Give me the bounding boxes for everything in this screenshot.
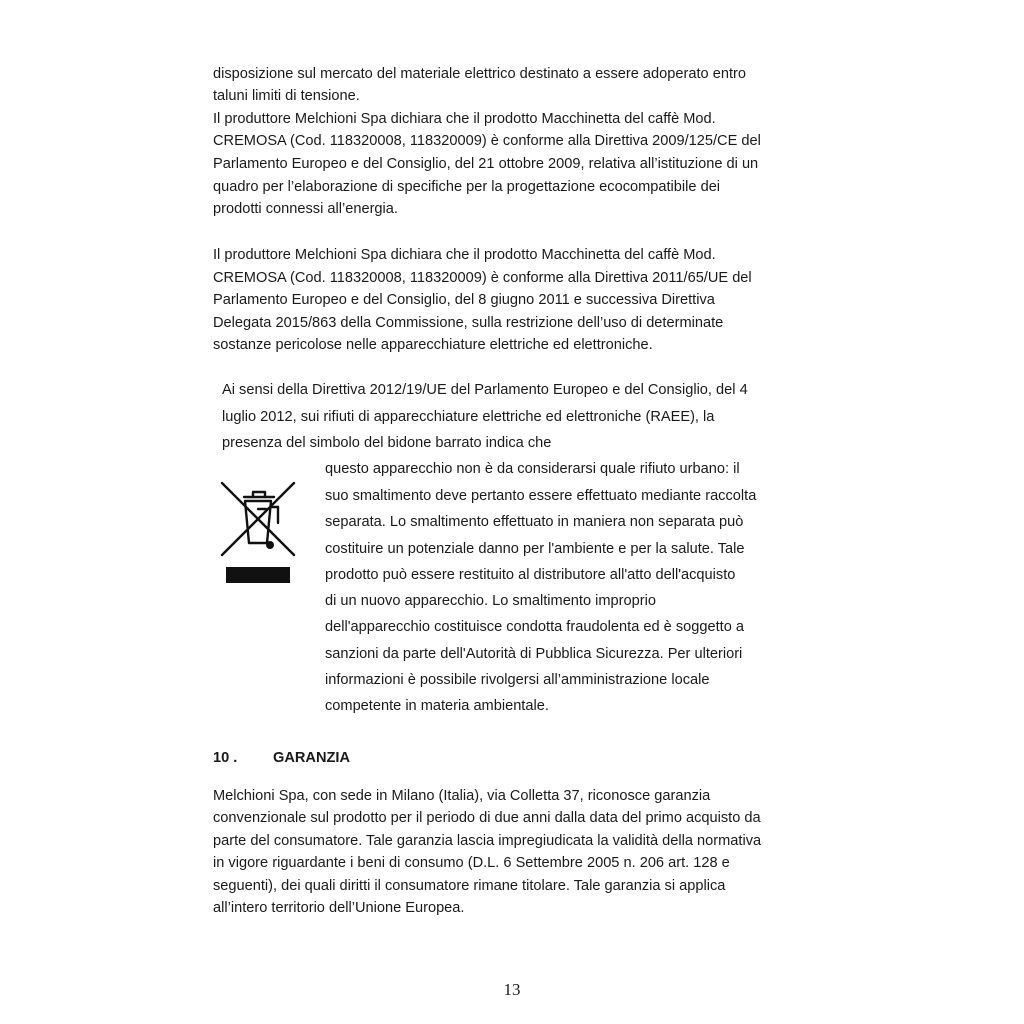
raee-intro-line: presenza del simbolo del bidone barrato indica che	[222, 435, 552, 451]
paragraph-1-line: disposizione sul mercato del materiale elettrico destinato a essere adoperato entro	[213, 66, 746, 82]
raee-detail-line: competente in materia ambientale.	[325, 698, 549, 714]
paragraph-2-line: Il produttore Melchioni Spa dichiara che il prodotto Macchinetta del caffè Mod.	[213, 247, 716, 263]
paragraph-1-line: taluni limiti di tensione.	[213, 88, 360, 104]
raee-intro-line: Ai sensi della Direttiva 2012/19/UE del Parlamento Europeo e del Consiglio, del 4	[222, 382, 748, 398]
raee-detail-line: separata. Lo smaltimento effettuato in maniera non separata può	[325, 514, 744, 530]
paragraph-2-line: Parlamento Europeo e del Consiglio, del 8 giugno 2011 e successiva Direttiva	[213, 292, 715, 308]
raee-detail-line: questo apparecchio non è da considerarsi quale rifiuto urbano: il	[325, 461, 740, 477]
page-number: 13	[503, 980, 521, 999]
raee-detail-line: prodotto può essere restituito al distributore all'atto dell'acquisto	[325, 567, 736, 583]
raee-detail-line: di un nuovo apparecchio. Lo smaltimento improprio	[325, 593, 656, 609]
raee-detail-line: dell'apparecchio costituisce condotta fraudolenta ed è soggetto a	[325, 619, 744, 635]
warranty-line: parte del consumatore. Tale garanzia lascia impregiudicata la validità della normativa	[213, 833, 762, 849]
warranty-line: convenzionale sul prodotto per il periodo di due anni dalla data del primo acquisto da	[213, 810, 761, 826]
paragraph-1-line: quadro per l’elaborazione di specifiche per la progettazione ecocompatibile dei	[213, 179, 721, 195]
warranty-line: seguenti), dei quali diritti il consumatore rimane titolare. Tale garanzia si applica	[213, 878, 726, 894]
paragraph-1-line: prodotti connessi all’energia.	[213, 201, 398, 217]
paragraph-2-line: sostanze pericolose nelle apparecchiature elettriche ed elettroniche.	[213, 337, 653, 353]
paragraph-1-line: Il produttore Melchioni Spa dichiara che il prodotto Macchinetta del caffè Mod.	[213, 111, 716, 127]
raee-detail-line: sanzioni da parte dell'Autorità di Pubblica Sicurezza. Per ulteriori	[325, 646, 743, 662]
crossed-out-wheeled-bin-icon	[220, 481, 296, 587]
section-number: 10 .	[213, 750, 238, 766]
paragraph-2-line: CREMOSA (Cod. 118320008, 118320009) è conforme alla Direttiva 2011/65/UE del	[213, 270, 752, 286]
raee-detail-line: suo smaltimento deve pertanto essere effettuato mediante raccolta	[325, 488, 757, 504]
paragraph-2-line: Delegata 2015/863 della Commissione, sulla restrizione dell’uso di determinate	[213, 315, 724, 331]
paragraph-1-line: CREMOSA (Cod. 118320008, 118320009) è conforme alla Direttiva 2009/125/CE del	[213, 133, 761, 149]
warranty-line: in vigore riguardante i beni di consumo (D.L. 6 Settembre 2005 n. 206 art. 128 e	[213, 855, 730, 871]
warranty-line: all’intero territorio dell’Unione Europea.	[213, 900, 465, 916]
paragraph-1-line: Parlamento Europeo e del Consiglio, del 21 ottobre 2009, relativa all’istituzione di un	[213, 156, 759, 172]
raee-detail-line: informazioni è possibile rivolgersi all’amministrazione locale	[325, 672, 710, 688]
raee-intro-line: luglio 2012, sui rifiuti di apparecchiature elettriche ed elettroniche (RAEE), la	[222, 409, 715, 425]
section-title: GARANZIA	[273, 750, 351, 766]
raee-detail-line: costituire un potenziale danno per l'ambiente e per la salute. Tale	[325, 541, 745, 557]
warranty-line: Melchioni Spa, con sede in Milano (Italia), via Colletta 37, riconosce garanzia	[213, 788, 711, 804]
